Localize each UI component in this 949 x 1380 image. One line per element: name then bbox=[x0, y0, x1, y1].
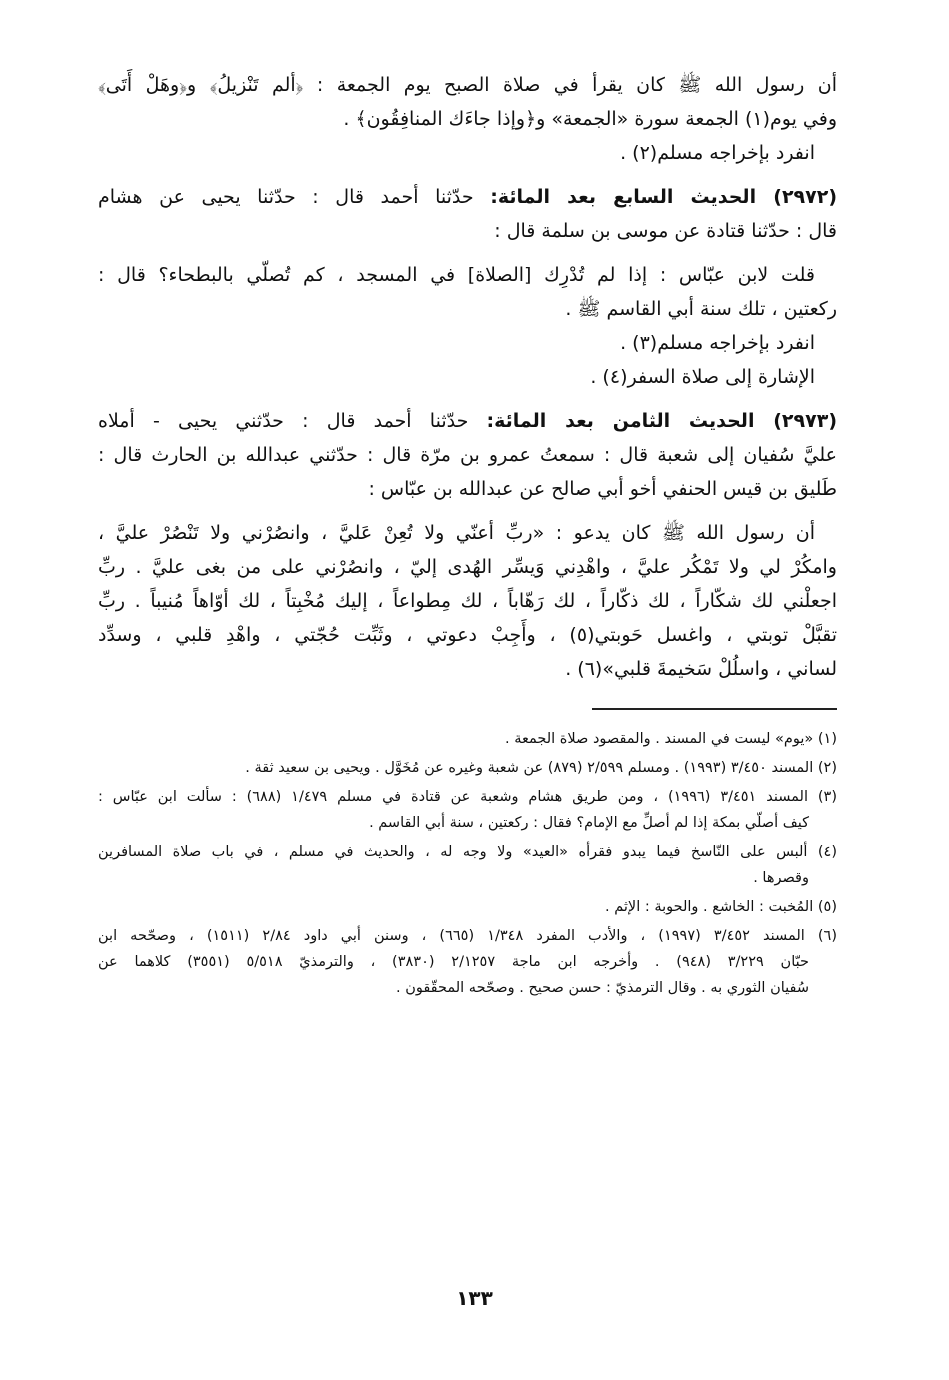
intro-paragraph bbox=[98, 68, 837, 170]
footnote-2: (٢) المسند ٣/٤٥٠ (١٩٩٣) . ومسلم ٢/٥٩٩ (٨٧٩) عن شعبة وغيره عن مُخَوَّل . ويحيى بن سعيد ثقة . bbox=[245, 760, 837, 776]
isnad-line: عليَّ سُفيان إلى شعبة قال : سمعتُ عمرو بن مرّة قال : حدّثني عبدالله بن الحارث قال : bbox=[98, 444, 837, 466]
hadith-heading: (٢٩٧٣) الحديث الثامن بعد المائة: bbox=[486, 410, 837, 432]
matn-line: أن رسول الله ﷺ كان يدعو : «ربِّ أعنّي ولا تُعِنْ عَليَّ ، وانصُرْني ولا تَنْصُرْ عليَّ ، bbox=[98, 522, 815, 544]
isnad-line: قال : حدّثنا قتادة عن موسى بن سلمة قال : bbox=[494, 220, 837, 242]
footnote-5: (٥) المُخبت : الخاشع . والحوبة : الإثم . bbox=[605, 899, 837, 915]
matn-line: ركعتين ، تلك سنة أبي القاسم ﷺ . bbox=[565, 298, 837, 320]
matn-line: لساني ، واسلُلْ سَخيمةَ قلبي»(٦) . bbox=[565, 658, 837, 680]
isnad-text: حدّثنا أحمد قال : حدّثنا يحيى عن هشام bbox=[98, 186, 474, 208]
hadith-2972 bbox=[98, 180, 837, 394]
isnad-text: حدّثنا أحمد قال : حدّثني يحيى - أملاه bbox=[98, 410, 469, 432]
footnotes bbox=[98, 726, 837, 1001]
note-line: الإشارة إلى صلاة السفر(٤) . bbox=[590, 366, 815, 388]
matn-line: اجعلْني لك شكّاراً ، لك ذكّاراً ، لك رَهّاباً ، لك مِطواعاً ، إليك مُخْبِتاً ، لك أوّاهاً مُنيباً . ربِّ bbox=[98, 590, 837, 612]
footnote-6: (٦) المسند ٣/٤٥٢ (١٩٩٧) ، والأدب المفرد ١/٣٤٨ (٦٦٥) ، وسنن أبي داود ٢/٨٤ (١٥١١) ، وصحّحه ابن bbox=[98, 928, 837, 944]
hadith-heading-line bbox=[98, 404, 837, 438]
footnote-6-cont: سُفيان الثوري به . وقال الترمذيّ : حسن صحيح . وصحّحه المحقّقون . bbox=[395, 980, 809, 996]
footnote-separator bbox=[592, 708, 837, 710]
page-number: ١٣٣ bbox=[456, 1286, 493, 1310]
matn-line: قلت لابن عبّاس : إذا لم تُدْرِك [الصلاة] في المسجد ، كم تُصلّي بالبطحاء؟ قال : bbox=[98, 264, 815, 286]
footnote-4: (٤) ألبس على النّاسخ فيما يبدو فقرأه «العيد» ولا وجه له ، والحديث في مسلم ، في باب صلاة المسافرين bbox=[98, 844, 837, 860]
isnad-line: طَليق بن قيس الحنفي أخو أبي صالح عن عبدالله بن عبّاس : bbox=[368, 478, 837, 500]
matn-line: تقبَّلْ توبتي ، واغسل حَوبتي(٥) ، وأَجِبْ دعوتي ، وثَبِّت حُجّتي ، واهْدِ قلبي ، وسدِّد bbox=[98, 624, 837, 646]
matn-line: وامكُرْ لي ولا تَمْكُر عليَّ ، واهْدِني وَيسِّر الهُدى إليّ ، وانصُرْني على من بغى عليَّ . ربِّ bbox=[98, 556, 837, 578]
hadith-heading: (٢٩٧٢) الحديث السابع بعد المائة: bbox=[490, 186, 837, 208]
note-line: انفرد بإخراجه مسلم(٣) . bbox=[620, 332, 815, 354]
text-line: وفي يوم(١) الجمعة سورة «الجمعة» و﴿وإذا جاءَك المنافِقُون﴾ . bbox=[343, 108, 837, 130]
hadith-2973 bbox=[98, 404, 837, 686]
footnote-3-cont: كيف أصلّي بمكة إذا لم أصلِّ مع الإمام؟ فقال : ركعتين ، سنة أبي القاسم . bbox=[369, 815, 809, 831]
footnote-4-cont: وقصرها . bbox=[753, 870, 809, 886]
text-line: أن رسول الله ﷺ كان يقرأ في صلاة الصبح يوم الجمعة : ﴿ألم تَنْزيلُ﴾ و﴿وهَلْ أَتَى﴾ bbox=[98, 74, 837, 96]
hadith-heading-line bbox=[98, 180, 837, 214]
footnote-3: (٣) المسند ٣/٤٥١ (١٩٩٦) ، ومن طريق هشام وشعبة عن قتادة في مسلم ١/٤٧٩ (٦٨٨) : سألت ابن عبّاس : bbox=[98, 789, 837, 805]
text-line: انفرد بإخراجه مسلم(٢) . bbox=[620, 142, 815, 164]
footnote-1: (١) «يوم» ليست في المسند . والمقصود صلاة الجمعة . bbox=[504, 731, 837, 747]
footnote-6-cont: حبّان ٣/٢٢٩ (٩٤٨) . وأخرجه ابن ماجة ٢/١٢٥٧ (٣٨٣٠) ، والترمذيّ ٥/٥١٨ (٣٥٥١) كلاهما عن bbox=[98, 954, 809, 970]
